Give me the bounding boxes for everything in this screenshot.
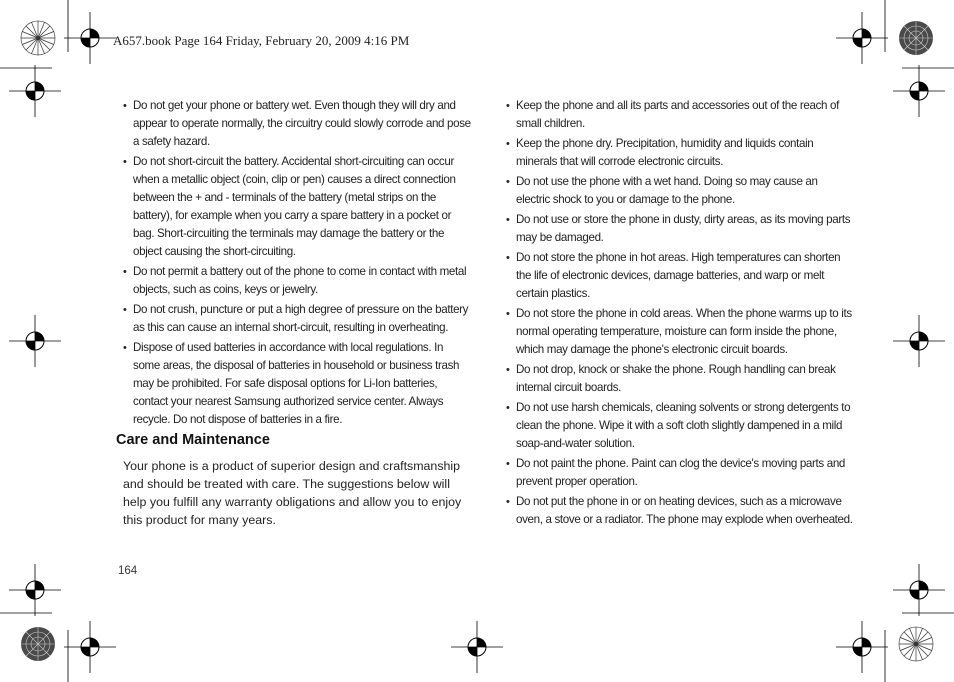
color-bar-star-icon [899,627,933,661]
right-bullet-list [506,97,854,531]
registration-mark-icon [893,315,945,367]
list-item: • Do not permit a battery out of the phone to come in contact with metal objects, such as coins, keys or jewelry. [123,263,471,299]
registration-mark-icon [893,65,945,117]
list-item: • Do not store the phone in cold areas. When the phone warms up to its normal operating temperature, moisture can form inside the phone, which may damage the phone's electronic circuit boards. [506,305,854,359]
list-item: • Keep the phone dry. Precipitation, humidity and liquids contain minerals that will corrode electronic circuits. [506,135,854,171]
list-item: • Dispose of used batteries in accordance with local regulations. In some areas, the disposal of batteries in household or business trash may be prohibited. For safe disposal options for Li-Ion batteries, contact your nearest Samsung authorized service center. Always recycle. Do not dispose of batteries in a fire. [123,339,471,429]
registration-mark-icon [9,315,61,367]
registration-mark-icon [836,12,888,64]
intro-paragraph: Your phone is a product of superior design and craftsmanship and should be treated with care. The suggestions below will help you fulfill any warranty obligations and allow you to enjoy this product for many years. [123,459,462,527]
list-item: • Do not put the phone in or on heating devices, such as a microwave oven, a stove or a radiator. The phone may explode when overheated. [506,493,854,529]
registration-mark-icon [893,564,945,616]
list-item: • Do not use the phone with a wet hand. Doing so may cause an electric shock to you or damage to the phone. [506,173,854,209]
registration-mark-icon [836,621,888,673]
registration-mark-icon [9,65,61,117]
registration-mark-icon [451,621,503,673]
section-heading: Care and Maintenance [116,432,270,448]
color-bar-grid-icon [21,627,55,661]
registration-mark-icon [9,564,61,616]
list-item: • Do not drop, knock or shake the phone. Rough handling can break internal circuit boards. [506,361,854,397]
list-item: • Do not short-circuit the battery. Accidental short-circuiting can occur when a metallic object (coin, clip or pen) causes a direct connection between the + and - terminals of the battery (metal strips on the battery), for example when you carry a spare battery in a pocket or bag. Short-circuiting the terminals may damage the battery or the object causing the short-circuiting. [123,153,471,261]
print-slug-header: A657.book Page 164 Friday, February 20, 2009 4:16 PM [113,33,410,48]
left-bullet-list [123,97,471,431]
list-item: • Do not use or store the phone in dusty, dirty areas, as its moving parts may be damaged. [506,211,854,247]
registration-mark-icon [64,12,116,64]
list-item: • Keep the phone and all its parts and accessories out of the reach of small children. [506,97,854,133]
color-bar-star-icon [21,21,55,55]
page-number: 164 [118,565,138,577]
list-item: • Do not get your phone or battery wet. Even though they will dry and appear to operate normally, the circuitry could slowly corrode and pose a safety hazard. [123,97,471,151]
list-item: • Do not paint the phone. Paint can clog the device's moving parts and prevent proper operation. [506,455,854,491]
list-item: • Do not use harsh chemicals, cleaning solvents or strong detergents to clean the phone. Wipe it with a soft cloth slightly dampened in a mild soap-and-water solution. [506,399,854,453]
list-item: • Do not store the phone in hot areas. High temperatures can shorten the life of electronic devices, damage batteries, and warp or melt certain plastics. [506,249,854,303]
registration-mark-icon [64,621,116,673]
list-item: • Do not crush, puncture or put a high degree of pressure on the battery as this can cause an internal short-circuit, resulting in overheating. [123,301,471,337]
color-bar-grid-icon [899,21,933,55]
